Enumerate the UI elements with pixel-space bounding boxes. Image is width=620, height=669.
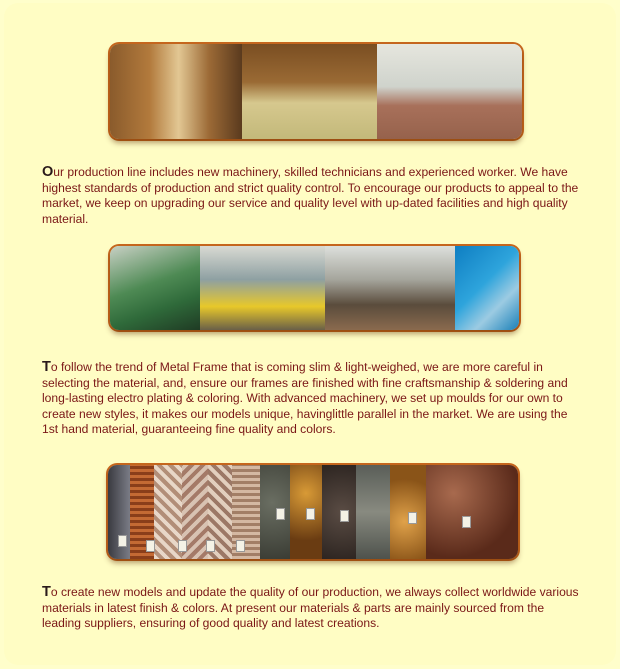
moulding-machine-photo (200, 246, 325, 330)
label-tag (146, 540, 155, 552)
label-tag (118, 535, 127, 547)
drop-cap: T (42, 359, 51, 375)
office-photo-strip (110, 44, 522, 139)
meeting-room-photo (242, 44, 377, 139)
paragraph-production-line (42, 165, 580, 227)
paragraph-text: ur production line includes new machinery, skilled technicians and experienced worker. We have highest standards of production and strict quality control. To encourage our products to appeal to the market, we keep on upgrading our service and quality level with up-dated facilities and high quality material. (42, 165, 579, 226)
material-sample (426, 465, 518, 559)
label-tag (340, 510, 349, 522)
label-tag (276, 508, 285, 520)
workers-workshop-photo (325, 246, 455, 330)
label-tag (206, 540, 215, 552)
material-sample (322, 465, 356, 559)
label-tag (462, 516, 471, 528)
office-workspace-photo (377, 44, 522, 139)
paragraph-materials (42, 585, 580, 632)
material-sample (260, 465, 290, 559)
paragraph-text: o create new models and update the quality of our production, we always collect worldwide various materials in latest finish & colors. At present our materials & parts are mainly sourced from the leading suppliers, ensuring of good quality and latest creations. (42, 585, 579, 630)
label-tag (408, 512, 417, 524)
machinery-photo-strip (110, 246, 519, 330)
drop-cap: O (42, 164, 54, 180)
paragraph-text: o follow the trend of Metal Frame that is coming slim & light-weighed, we are more careful in selecting the material, and, ensure our frames are finished with fine craftsmanship & soldering and long-lasting electro plating & coloring. With advanced machinery, we set up moulds for our own to create new styles, it makes our models unique, havinglittle parallel in the market. We are using the 1st hand material, guaranteeing fine quality and colors. (42, 360, 568, 436)
drop-cap: T (42, 584, 51, 600)
paragraph-metal-frame (42, 360, 580, 438)
frame-design-photo (455, 246, 519, 330)
label-tag (306, 508, 315, 520)
label-tag (178, 540, 187, 552)
material-sample (356, 465, 390, 559)
office-entrance-photo (110, 44, 242, 139)
label-tag (236, 540, 245, 552)
injection-machine-photo (110, 246, 200, 330)
